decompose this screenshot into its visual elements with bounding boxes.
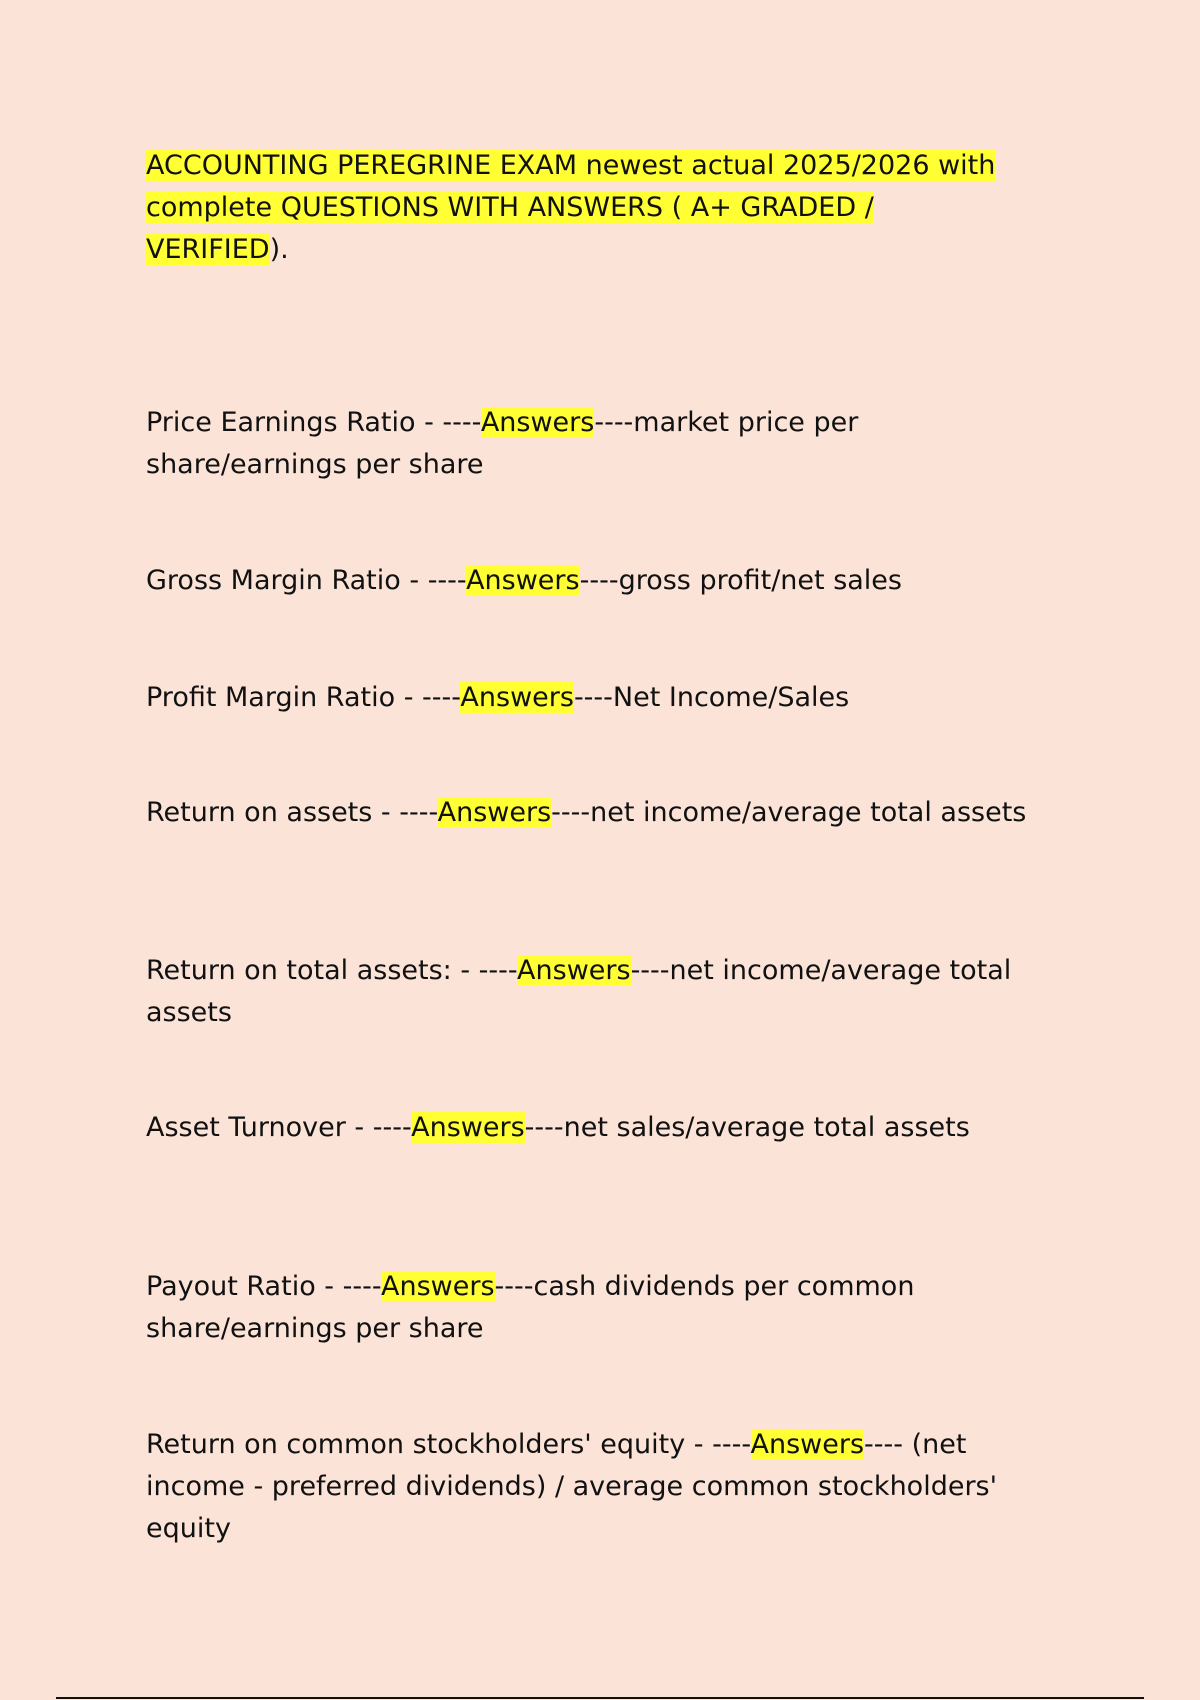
entry-answer: ----market price per share/earnings per share xyxy=(146,407,859,480)
entry-answer: ----net income/average total assets xyxy=(551,797,1027,828)
entry-term: Gross Margin Ratio - ---- xyxy=(146,565,467,596)
entry-answer: ---- (net income - preferred dividends) / average common stockholders' equity xyxy=(146,1429,998,1544)
answers-marker: Answers xyxy=(411,1112,525,1143)
entry-term: Payout Ratio - ---- xyxy=(146,1271,381,1302)
entry-term: Price Earnings Ratio - ---- xyxy=(146,407,481,438)
answers-marker: Answers xyxy=(437,797,552,828)
entry-term: Return on common stockholders' equity - ---- xyxy=(146,1429,751,1460)
answers-marker: Answers xyxy=(517,955,631,986)
footer-divider xyxy=(56,1697,1144,1699)
entry-term: Asset Turnover - ---- xyxy=(146,1112,412,1143)
qa-entry-return-on-total-assets xyxy=(146,950,1066,1034)
qa-entry-return-on-common-equity xyxy=(146,1424,1066,1550)
entry-answer: ----cash dividends per common share/earnings per share xyxy=(146,1271,915,1344)
answers-marker: Answers xyxy=(466,565,580,596)
answers-marker: Answers xyxy=(480,407,595,438)
entry-term: Return on total assets: - ---- xyxy=(146,955,518,986)
answers-marker: Answers xyxy=(750,1429,865,1460)
entry-term: Return on assets - ---- xyxy=(146,797,438,828)
qa-entry-payout-ratio xyxy=(146,1266,1066,1350)
entry-term: Profit Margin Ratio - ---- xyxy=(146,682,461,713)
qa-entry-asset-turnover xyxy=(146,1107,1066,1149)
answers-marker: Answers xyxy=(381,1271,495,1302)
entry-answer: ----net income/average total assets xyxy=(146,955,1012,1028)
qa-entry-profit-margin xyxy=(146,677,1066,719)
qa-entry-gross-margin xyxy=(146,560,1066,602)
document-title xyxy=(146,145,1066,271)
title-highlight-line-3: VERIFIED xyxy=(146,234,270,265)
title-suffix: ). xyxy=(269,234,289,265)
entry-answer: ----gross profit/net sales xyxy=(579,565,902,596)
entry-answer: ----net sales/average total assets xyxy=(524,1112,970,1143)
title-highlight-line-1: ACCOUNTING PEREGRINE EXAM newest actual 2025/2026 with xyxy=(146,150,996,181)
answers-marker: Answers xyxy=(460,682,574,713)
entry-answer: ----Net Income/Sales xyxy=(573,682,850,713)
qa-entry-return-on-assets xyxy=(146,792,1066,834)
qa-entry-price-earnings xyxy=(146,402,1066,486)
title-highlight-line-2: complete QUESTIONS WITH ANSWERS ( A+ GRADED / xyxy=(146,192,874,223)
